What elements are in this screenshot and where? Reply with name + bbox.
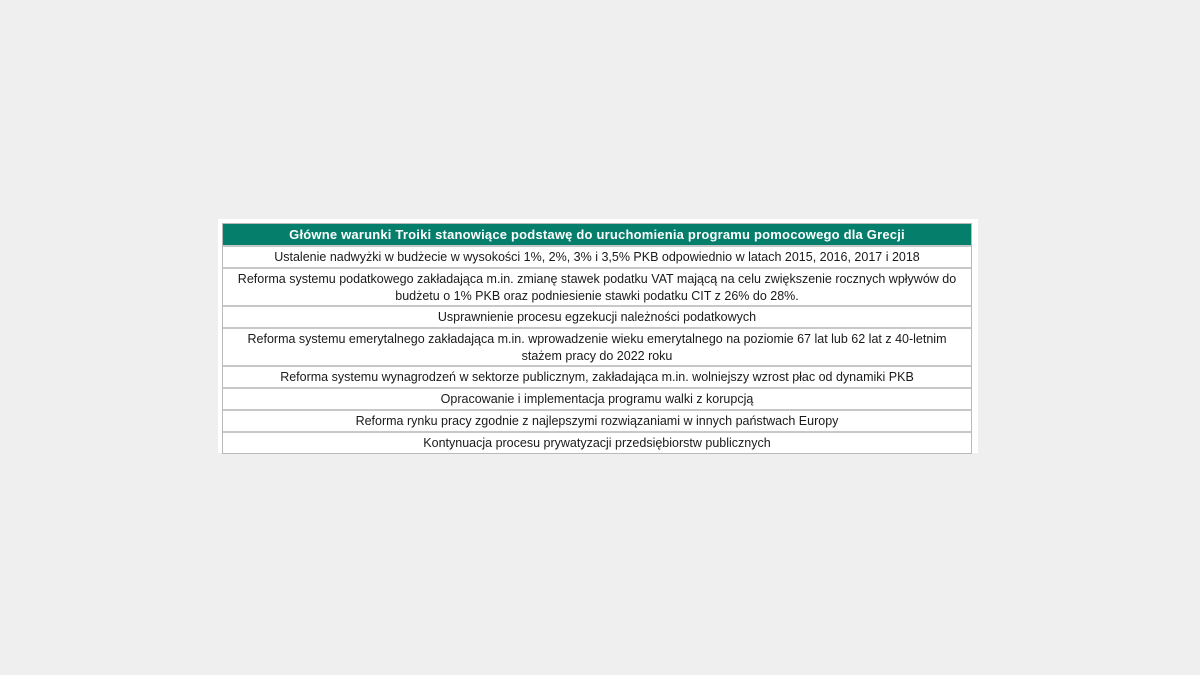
table-row: Opracowanie i implementacja programu walki z korupcją [223,387,971,409]
table-row: Usprawnienie procesu egzekucji należności podatkowych [223,305,971,327]
table-header: Główne warunki Troiki stanowiące podstawę do uruchomienia programu pomocowego dla Grecji [223,224,971,245]
conditions-table [222,223,972,454]
table-row: Reforma systemu emerytalnego zakładająca m.in. wprowadzenie wieku emerytalnego na poziomie 67 lat lub 62 lat z 40-letnim stażem pracy do 2022 roku [223,327,971,365]
table-row: Ustalenie nadwyżki w budżecie w wysokości 1%, 2%, 3% i 3,5% PKB odpowiednio w latach 2015, 2016, 2017 i 2018 [223,245,971,267]
table-card [218,219,978,453]
table-row: Reforma systemu podatkowego zakładająca m.in. zmianę stawek podatku VAT mającą na celu zwiększenie rocznych wpływów do budżetu o 1% PKB oraz podniesienie stawki podatku CIT z 26% do 28%. [223,267,971,305]
table-row: Kontynuacja procesu prywatyzacji przedsiębiorstw publicznych [223,431,971,453]
table-row: Reforma systemu wynagrodzeń w sektorze publicznym, zakładająca m.in. wolniejszy wzrost płac od dynamiki PKB [223,365,971,387]
table-row: Reforma rynku pracy zgodnie z najlepszymi rozwiązaniami w innych państwach Europy [223,409,971,431]
